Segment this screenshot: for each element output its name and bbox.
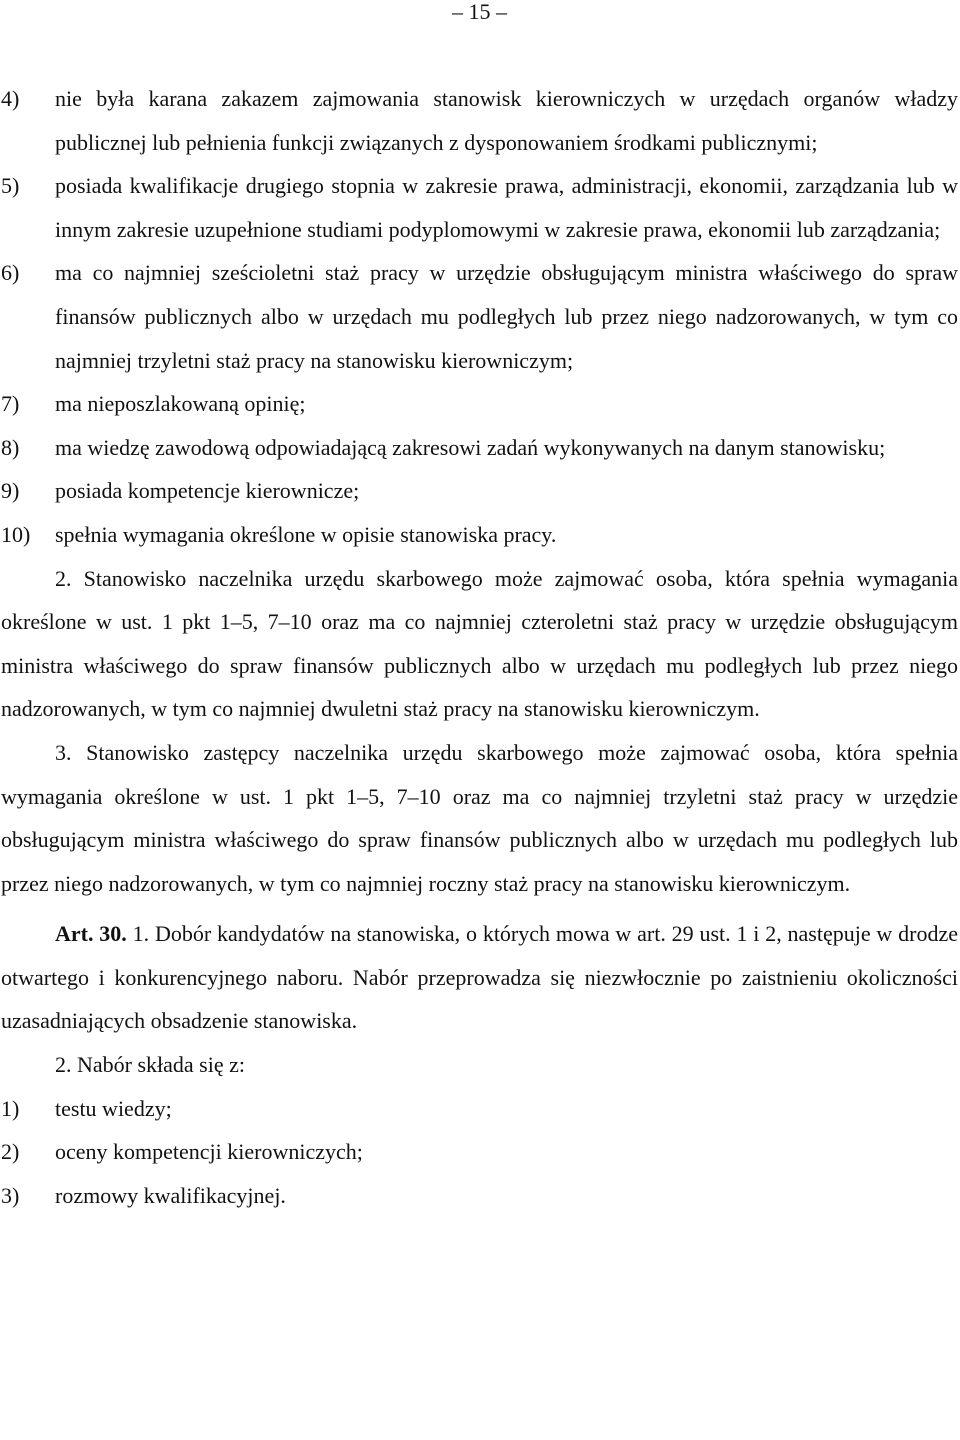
list-item <box>1 164 958 251</box>
page-number: – 15 – <box>452 0 507 24</box>
list-item <box>1 1130 958 1174</box>
list-item-number: 5) <box>1 173 20 199</box>
list-item-number: 3) <box>1 1182 20 1208</box>
list-item <box>1 513 958 557</box>
list-item <box>1 1087 958 1131</box>
article-heading: Art. 30. <box>55 921 127 947</box>
list-item-number: 2) <box>1 1139 20 1165</box>
paragraph-3: 3. Stanowisko zastępcy naczelnika urzędu skarbowego może zajmować osoba, która spełnia wymagania określone w ust. 1 pkt 1–5, 7–10 oraz ma co najmniej trzyletni staż pracy w urzędzie obsługującym ministra właściwego do spraw finansów publicznych albo w urzędach mu podległych lub przez niego nadzorowanych, w tym co najmniej roczny staż pracy na stanowisku kierowniczym. <box>1 739 958 896</box>
recruitment-stages-list <box>1 1087 958 1218</box>
list-item <box>1 469 958 513</box>
list-item-number: 1) <box>1 1095 20 1121</box>
list-item-text: ma co najmniej sześcioletni staż pracy w urzędzie obsługującym ministra właściwego do spraw finansów publicznych albo w urzędach mu podległych lub przez niego nadzorowanych, w tym co najmniej trzyletni staż pracy na stanowisku kierowniczym; <box>55 260 958 373</box>
list-item-number: 7) <box>1 391 20 417</box>
list-item-text: rozmowy kwalifikacyjnej. <box>55 1182 286 1208</box>
list-item-number: 10) <box>1 521 31 547</box>
list-item-text: spełnia wymagania określone w opisie stanowiska pracy. <box>55 521 557 547</box>
list-item-text: ma nieposzlakowaną opinię; <box>55 391 306 417</box>
paragraph-2: 2. Stanowisko naczelnika urzędu skarbowego może zajmować osoba, która spełnia wymagania określone w ust. 1 pkt 1–5, 7–10 oraz ma co najmniej czteroletni staż pracy w urzędzie obsługującym ministra właściwego do spraw finansów publicznych albo w urzędach mu podległych lub przez niego nadzorowanych, w tym co najmniej dwuletni staż pracy na stanowisku kierowniczym. <box>1 565 958 722</box>
list-item-number: 9) <box>1 478 20 504</box>
list-item-number: 6) <box>1 260 20 286</box>
article-30-paragraph-2: 2. Nabór składa się z: <box>55 1052 245 1078</box>
list-item <box>1 382 958 426</box>
list-item-number: 4) <box>1 86 20 111</box>
list-item <box>1 77 958 164</box>
spacer <box>1 905 958 912</box>
list-item-text: oceny kompetencji kierowniczych; <box>55 1139 363 1165</box>
list-item-number: 8) <box>1 434 20 460</box>
list-item-text: posiada kwalifikacje drugiego stopnia w zakresie prawa, administracji, ekonomii, zarządzania lub w innym zakresie uzupełnione studiami podyplomowymi w zakresie prawa, ekonomii lub zarządzania; <box>55 173 958 242</box>
list-item-text: ma wiedzę zawodową odpowiadającą zakresowi zadań wykonywanych na danym stanowisku; <box>55 434 886 460</box>
list-item <box>1 251 958 382</box>
list-item-text: testu wiedzy; <box>55 1095 172 1121</box>
list-item <box>1 426 958 470</box>
article-text: 1. Dobór kandydatów na stanowiska, o których mowa w art. 29 ust. 1 i 2, następuje w drodze otwartego i konkurencyjnego naboru. Nabór przeprowadza się niezwłocznie po zaistnieniu okoliczności uzasadniających obsadzenie stanowiska. <box>1 921 958 1034</box>
requirements-list <box>1 77 958 557</box>
article-30-paragraph-1 <box>1 912 958 1043</box>
list-item-text: posiada kompetencje kierownicze; <box>55 478 360 504</box>
list-item-text: nie była karana zakazem zajmowania stanowisk kierowniczych w urzędach organów władzy publicznej lub pełnienia funkcji związanych z dysponowaniem środkami publicznymi; <box>55 86 958 155</box>
list-item <box>1 1174 958 1218</box>
